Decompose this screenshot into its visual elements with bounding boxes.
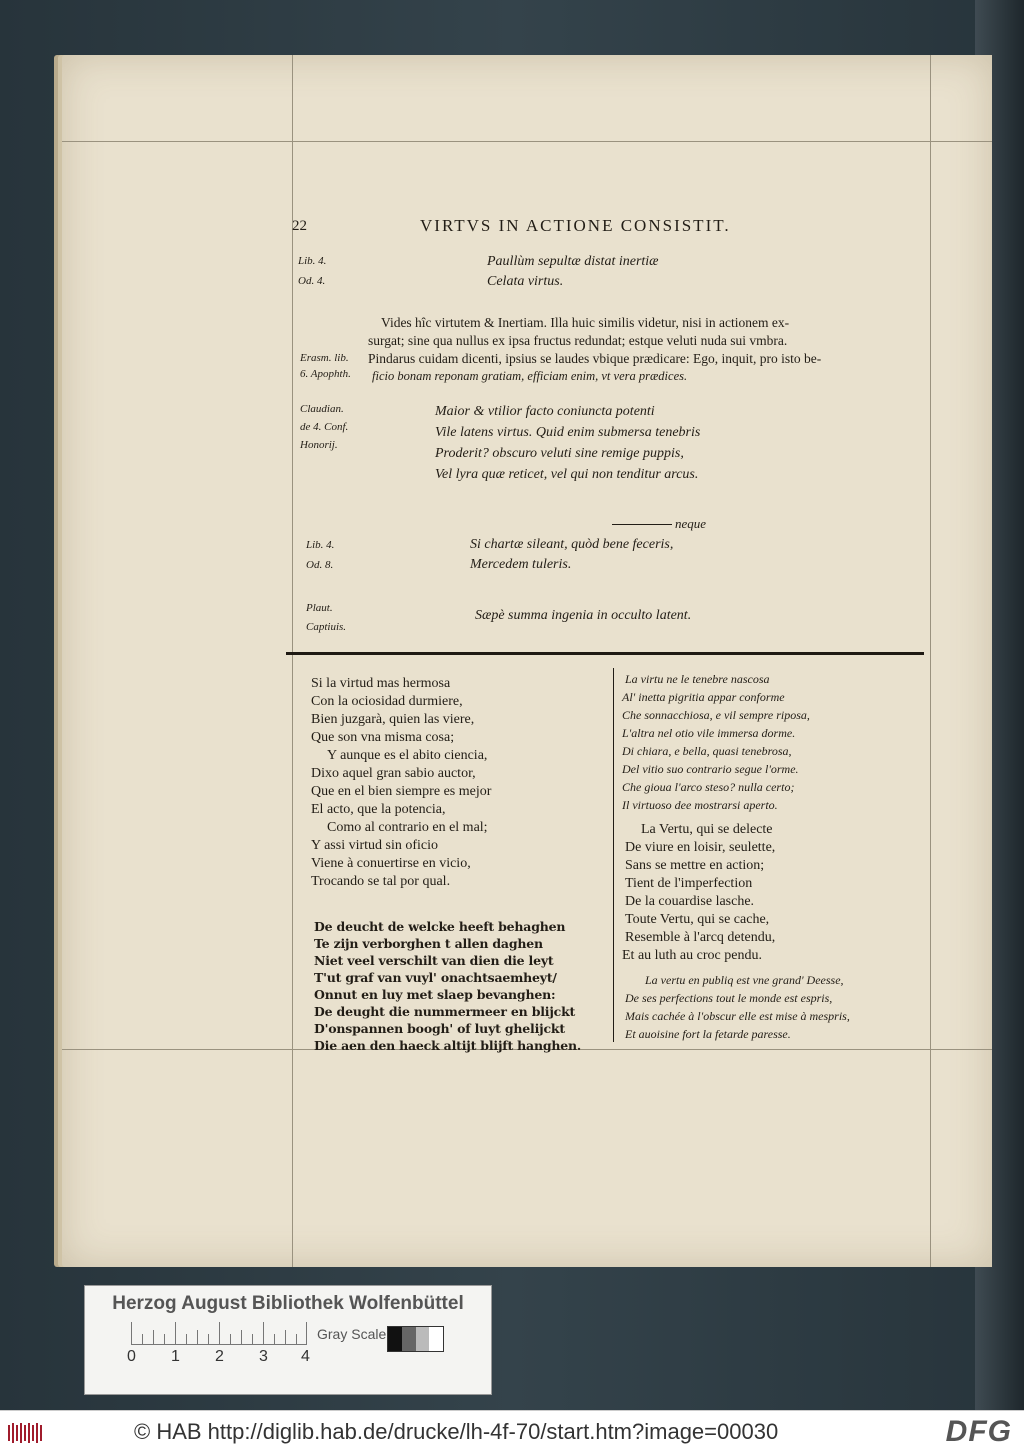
verse-line: Como al contrario en el mal; (327, 820, 488, 835)
column-divider (613, 668, 614, 1042)
page-number: 22 (292, 218, 307, 234)
verse-line: Di chiara, e bella, quasi tenebrosa, (622, 744, 792, 758)
verse-line: Del vitio suo contrario segue l'orme. (622, 762, 799, 776)
verse-line: Maior & vtilior facto coniuncta potenti (435, 404, 655, 419)
hab-logo-icon (6, 1421, 46, 1445)
verse-line: Y aunque es el abito ciencia, (327, 748, 488, 763)
margin-ref: Claudian. (300, 403, 344, 415)
verse-line: Si la virtud mas hermosa (311, 676, 451, 691)
verse-line: Y assi virtud sin oficio (311, 838, 439, 853)
gray-scale-swatch (387, 1326, 444, 1352)
verse-line: Te zijn verborghen t allen daghen (314, 936, 543, 951)
ruler-number: 0 (127, 1348, 136, 1365)
verse-line: Onnut en luy met slaep bevanghen: (314, 987, 556, 1002)
margin-ref: Erasm. lib. (300, 352, 349, 364)
margin-ref: Plaut. (306, 602, 333, 614)
verse-line: L'altra nel otio vile immersa dorme. (622, 726, 796, 740)
verse-line: Con la ociosidad durmiere, (311, 694, 463, 709)
verse-line: Et auoisine fort la fetarde paresse. (625, 1027, 791, 1041)
verse-line: Vel lyra quæ reticet, vel qui non tenditur arcus. (435, 467, 699, 482)
margin-ref: 6. Apophth. (300, 368, 351, 380)
margin-ref: Honorij. (300, 439, 338, 451)
prose-line: ficio bonam reponam gratiam, efficiam enim, vt vera prædices. (372, 369, 688, 383)
verse-line: De ses perfections tout le monde est espris, (625, 991, 833, 1005)
ruler-number: 3 (259, 1348, 268, 1365)
prose-line: Pindarus cuidam dicenti, ipsius se laudes vbique prædicare: Ego, inquit, pro isto be- (368, 351, 822, 366)
verse-line: Si chartæ sileant, quòd bene feceris, (470, 537, 674, 552)
prose-line: Vides hîc virtutem & Inertiam. Illa huic similis videtur, nisi in actionem ex- (381, 315, 790, 330)
verse-line: Che gioua l'arco steso? nulla certo; (622, 780, 795, 794)
book-page (62, 55, 992, 1267)
verse-line: Il virtuoso dee mostrarsi aperto. (622, 798, 778, 812)
library-title: Herzog August Bibliothek Wolfenbüttel (112, 1293, 464, 1314)
library-color-card (84, 1285, 492, 1395)
verse-line: La virtu ne le tenebre nascosa (625, 672, 770, 686)
verse-line: Proderit? obscuro veluti sine remige puppis, (435, 446, 684, 461)
section-divider (286, 652, 924, 655)
margin-ref: Lib. 4. (306, 539, 335, 551)
margin-rule-right (930, 55, 931, 1267)
verse-line: Niet veel verschilt van dien die leyt (314, 953, 554, 968)
verse-line: Che sonnacchiosa, e vil sempre riposa, (622, 708, 810, 722)
ruler-number: 4 (301, 1348, 310, 1365)
scale-ruler (131, 1322, 307, 1345)
margin-ref: Lib. 4. (298, 255, 327, 267)
ruler-number: 1 (171, 1348, 180, 1365)
verse-line: Paullùm sepultæ distat inertiæ (487, 254, 659, 269)
copyright-link[interactable]: © HAB http://diglib.hab.de/drucke/lh-4f-70/start.htm?image=00030 (134, 1419, 779, 1444)
verse-line: Sæpè summa ingenia in occulto latent. (475, 608, 692, 623)
verse-line: Tient de l'imperfection (625, 876, 753, 891)
verse-line: Que son vna misma cosa; (311, 730, 455, 745)
verse-line: La vertu en publiq est vne grand' Deesse, (645, 973, 844, 987)
verse-line: Que en el bien siempre es mejor (311, 784, 492, 799)
verse-line: La Vertu, qui se delecte (641, 822, 773, 837)
prose-line: surgat; sine qua nullus ex ipsa fructus redundat; estque veluti nuda sui vmbra. (368, 333, 788, 348)
verse-line: D'onspannen boogh' of luyt ghelijckt (314, 1021, 565, 1036)
verse-line: Toute Vertu, qui se cache, (625, 912, 770, 927)
verse-line: Sans se mettre en action; (625, 858, 765, 873)
verse-line: Bien juzgarà, quien las viere, (311, 712, 475, 727)
verse-line: De deught die nummermeer en blijckt (314, 1004, 576, 1019)
verse-line: Celata virtus. (487, 274, 564, 289)
verse-line: Trocando se tal por qual. (311, 874, 451, 889)
verse-line: Al' inetta pigritia appar conforme (622, 690, 785, 704)
running-title: VIRTVS IN ACTIONE CONSISTIT. (420, 216, 731, 235)
verse-line: Dixo aquel gran sabio auctor, (311, 766, 476, 781)
verse-line: De deucht de welcke heeft behaghen (314, 919, 566, 934)
margin-ref: Od. 4. (298, 275, 326, 287)
verse-line: De viure en loisir, seulette, (625, 840, 776, 855)
dfg-logo: DFG (945, 1415, 1012, 1448)
margin-rule-top (62, 141, 992, 142)
verse-line: T'ut graf van vuyl' onachtsaemheyt/ (314, 970, 557, 985)
note-pointer (612, 524, 672, 525)
margin-ref: Od. 8. (306, 559, 334, 571)
margin-rule-left (292, 55, 293, 1267)
margin-ref: de 4. Conf. (300, 421, 349, 433)
verse-line: Viene à conuertirse en vicio, (311, 856, 471, 871)
gray-scale-label: Gray Scale (317, 1326, 387, 1342)
marginal-note: neque (675, 516, 707, 531)
verse-line: Mais cachée à l'obscur elle est mise à mespris, (625, 1009, 850, 1023)
verse-line: Mercedem tuleris. (470, 557, 572, 572)
verse-line: Vile latens virtus. Quid enim submersa tenebris (435, 425, 701, 440)
verse-line: De la couardise lasche. (625, 894, 755, 909)
verse-line: Die aen den haeck altijt blijft hanghen. (314, 1038, 582, 1053)
verse-line: Et au luth au croc pendu. (622, 948, 762, 963)
margin-ref: Captiuis. (306, 621, 347, 633)
verse-line: El acto, que la potencia, (311, 802, 446, 817)
verse-line: Resemble à l'arcq detendu, (625, 930, 776, 945)
viewer-footer (0, 1410, 1024, 1454)
ruler-number: 2 (215, 1348, 224, 1365)
